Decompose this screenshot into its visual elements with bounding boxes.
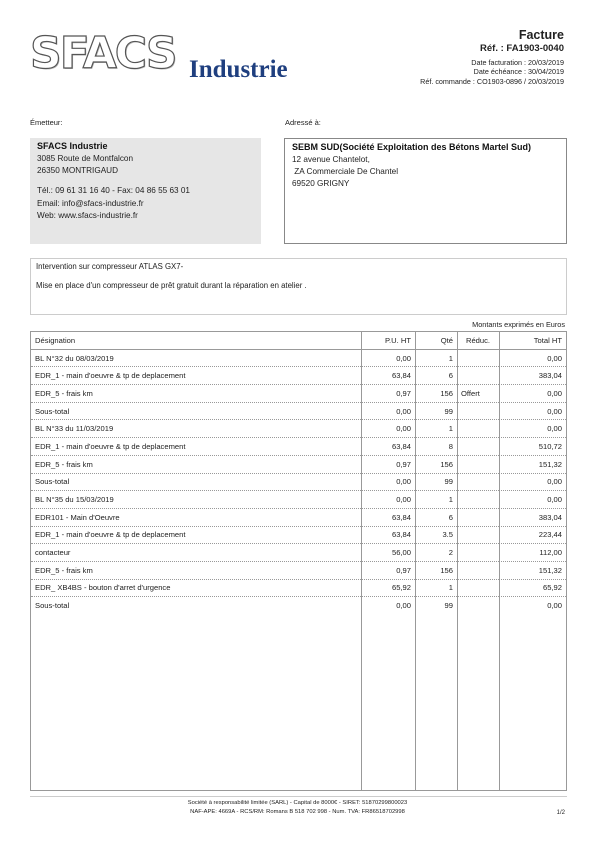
cell-designation: Sous-total — [31, 402, 361, 420]
cell-qty: 1 — [415, 420, 457, 438]
table-row — [31, 473, 566, 491]
description-line2: Mise en place d'un compresseur de prêt gratuit durant la réparation en atelier . — [36, 281, 307, 290]
recipient-label: Adressé à: — [285, 118, 321, 127]
cell-reduc: Offert — [457, 385, 499, 403]
footer-legal-line2: NAF-APE: 4669A - RCS/RM: Romans B 518 702 998 - Num. TVA: FR86518702998 — [190, 809, 405, 815]
cell-reduc — [457, 367, 499, 385]
cell-reduc — [457, 544, 499, 562]
cell-qty: 8 — [415, 438, 457, 456]
cell-total: 65,92 — [499, 579, 566, 597]
cell-qty: 156 — [415, 385, 457, 403]
cell-total: 0,00 — [499, 349, 566, 367]
page-number: 1/2 — [556, 810, 565, 816]
cell-pu: 63,84 — [361, 508, 415, 526]
cell-total: 510,72 — [499, 438, 566, 456]
table-row — [31, 561, 566, 579]
cell-total: 0,00 — [499, 420, 566, 438]
recipient-box — [284, 138, 567, 244]
cell-qty: 2 — [415, 544, 457, 562]
intervention-description — [30, 258, 567, 315]
table-row — [31, 491, 566, 509]
invoice-table — [31, 332, 566, 614]
footer-legal-line1: Société à responsabilité limitée (SARL) - Capital de 8000€ - SIRET: 51870299800023 — [187, 800, 408, 806]
cell-pu: 0,00 — [361, 420, 415, 438]
cell-pu: 63,84 — [361, 526, 415, 544]
cell-designation: EDR_1 - main d'oeuvre & tp de deplacement — [31, 367, 361, 385]
logo-industrie-text: Industrie — [189, 56, 288, 83]
cell-total: 223,44 — [499, 526, 566, 544]
cell-pu: 0,00 — [361, 491, 415, 509]
company-logo — [30, 28, 320, 86]
cell-designation: EDR101 - Main d'Oeuvre — [31, 508, 361, 526]
invoice-reference: Réf. : FA1903-0040 — [480, 43, 564, 54]
cell-total: 151,32 — [499, 455, 566, 473]
cell-pu: 0,00 — [396, 601, 411, 611]
cell-reduc — [457, 597, 499, 614]
table-row — [31, 349, 566, 367]
header-designation: Désignation — [31, 332, 361, 349]
table-row — [31, 420, 566, 438]
cell-qty: 156 — [415, 561, 457, 579]
cell-qty: 1 — [415, 349, 457, 367]
cell-qty: 3.5 — [415, 526, 457, 544]
table-row — [31, 438, 566, 456]
table-row — [31, 385, 566, 403]
sender-email: Email: info@sfacs-industrie.fr — [37, 198, 144, 208]
cell-qty: 1 — [415, 579, 457, 597]
cell-pu: 56,00 — [361, 544, 415, 562]
cell-designation: EDR_ XB4BS - bouton d'arret d'urgence — [31, 579, 361, 597]
cell-reduc — [457, 402, 499, 420]
sender-label: Émetteur: — [30, 118, 63, 127]
cell-designation: BL N°35 du 15/03/2019 — [31, 491, 361, 509]
table-row — [31, 544, 566, 562]
table-row — [31, 367, 566, 385]
logo-sfacs-text: SFACS — [30, 28, 176, 79]
sender-web: Web: www.sfacs-industrie.fr — [37, 210, 138, 220]
cell-total: 0,00 — [499, 491, 566, 509]
description-line1: Intervention sur compresseur ATLAS GX7- — [36, 262, 184, 271]
cell-designation: BL N°33 du 11/03/2019 — [31, 420, 361, 438]
due-date: Date échéance : 30/04/2019 — [473, 67, 564, 76]
cell-qty: 99 — [415, 402, 457, 420]
cell-designation: Sous-total — [31, 473, 361, 491]
recipient-address2: ZA Commerciale De Chantel — [292, 167, 399, 177]
cell-total: 0,00 — [499, 473, 566, 491]
table-row — [31, 579, 566, 597]
sender-name: SFACS Industrie — [37, 141, 108, 151]
cell-pu: 63,84 — [361, 438, 415, 456]
cell-pu: 0,00 — [361, 473, 415, 491]
recipient-address1: 12 avenue Chantelot, — [292, 155, 370, 164]
footer-separator — [30, 796, 567, 797]
table-row — [31, 597, 566, 614]
order-reference: Réf. commande : CO1903-0896 / 20/03/2019 — [420, 77, 564, 86]
sender-address1: 3085 Route de Montfalcon — [37, 154, 134, 163]
cell-reduc — [457, 508, 499, 526]
table-row — [31, 455, 566, 473]
cell-reduc — [457, 420, 499, 438]
sender-box — [30, 138, 261, 244]
cell-qty: 6 — [415, 508, 457, 526]
cell-reduc — [457, 473, 499, 491]
cell-designation: Sous-total — [35, 601, 70, 611]
currency-note: Montants exprimés en Euros — [472, 320, 565, 329]
sender-address2: 26350 MONTRIGAUD — [37, 166, 118, 176]
cell-qty: 6 — [415, 367, 457, 385]
cell-designation: EDR_5 - frais km — [31, 455, 361, 473]
recipient-address3: 69520 GRIGNY — [292, 179, 350, 189]
cell-total: 112,00 — [499, 544, 566, 562]
cell-qty: 1 — [415, 491, 457, 509]
cell-total: 151,32 — [499, 561, 566, 579]
cell-reduc — [457, 579, 499, 597]
cell-designation: EDR_5 - frais km — [31, 561, 361, 579]
table-row — [31, 526, 566, 544]
cell-qty: 99 — [444, 601, 453, 611]
header-total: Total HT — [499, 332, 566, 349]
cell-pu: 0,97 — [361, 385, 415, 403]
cell-total: 383,04 — [499, 508, 566, 526]
cell-reduc — [457, 455, 499, 473]
table-row — [31, 402, 566, 420]
cell-designation: BL N°32 du 08/03/2019 — [31, 349, 361, 367]
recipient-name: SEBM SUD(Société Exploitation des Bétons Martel Sud) — [292, 142, 532, 152]
table-row — [31, 508, 566, 526]
document-title: Facture — [518, 28, 564, 42]
invoice-lines-table — [30, 331, 567, 791]
cell-pu: 0,00 — [361, 349, 415, 367]
cell-reduc — [457, 561, 499, 579]
header-unit-price: P.U. HT — [361, 332, 415, 349]
cell-designation: EDR_1 - main d'oeuvre & tp de deplacement — [31, 438, 361, 456]
cell-reduc — [457, 491, 499, 509]
cell-qty: 99 — [415, 473, 457, 491]
header-quantity: Qté — [415, 332, 457, 349]
table-header-row — [31, 332, 566, 349]
cell-reduc — [457, 349, 499, 367]
cell-reduc — [457, 526, 499, 544]
cell-designation: EDR_5 - frais km — [31, 385, 361, 403]
sender-phone: Tél.: 09 61 31 16 40 - Fax: 04 86 55 63 01 — [37, 186, 190, 196]
header-discount: Réduc. — [457, 332, 499, 349]
cell-pu: 0,97 — [361, 455, 415, 473]
cell-pu: 0,97 — [361, 561, 415, 579]
cell-designation: contacteur — [31, 544, 361, 562]
cell-total: 0,00 — [547, 601, 562, 611]
cell-pu: 63,84 — [361, 367, 415, 385]
cell-total: 383,04 — [499, 367, 566, 385]
cell-designation: EDR_1 - main d'oeuvre & tp de deplacement — [31, 526, 361, 544]
cell-pu: 0,00 — [361, 402, 415, 420]
cell-reduc — [457, 438, 499, 456]
cell-qty: 156 — [415, 455, 457, 473]
cell-total: 0,00 — [499, 385, 566, 403]
cell-pu: 65,92 — [361, 579, 415, 597]
cell-total: 0,00 — [499, 402, 566, 420]
invoice-date: Date facturation : 20/03/2019 — [471, 58, 564, 67]
